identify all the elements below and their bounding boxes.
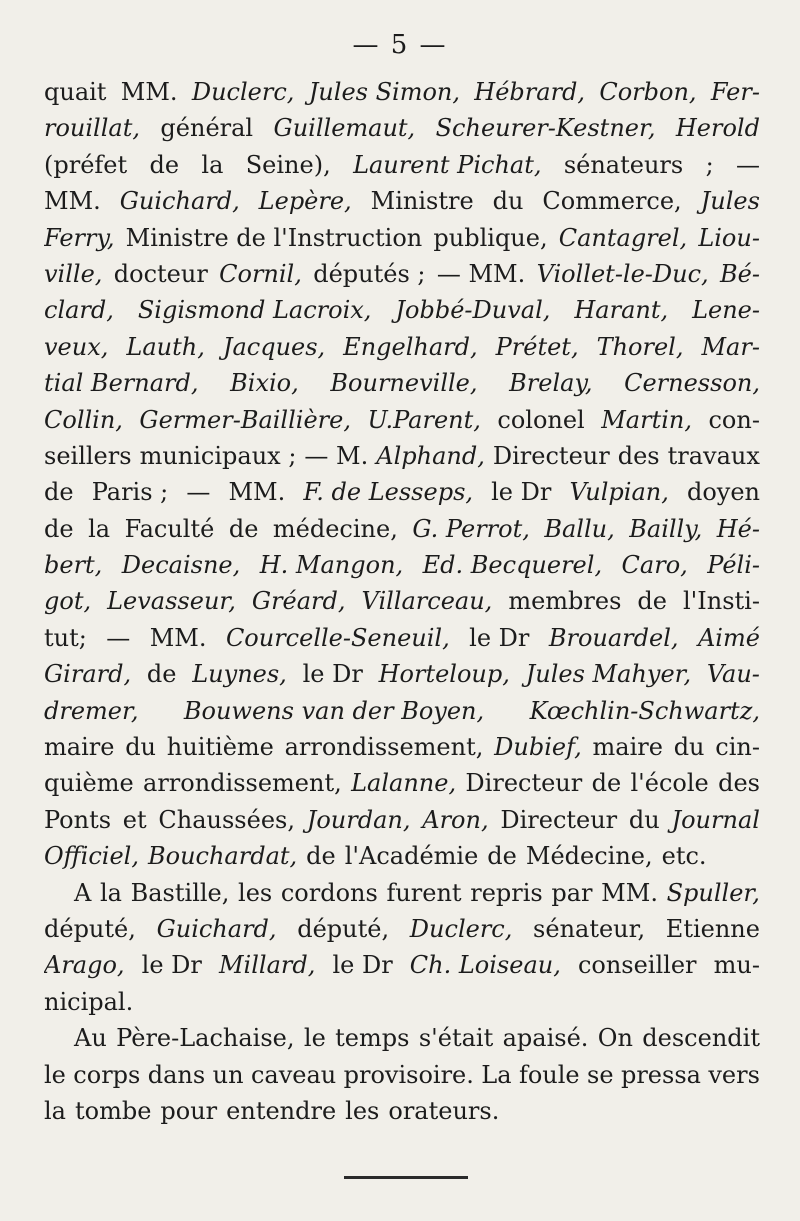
word: députés ; [313,259,426,288]
word: Bastille, [130,878,230,907]
word: Bouchardat, [147,842,298,871]
text-line [44,1020,760,1056]
word: Directeur [465,769,583,798]
word: publique, [433,223,548,252]
word: A [74,878,92,907]
text-line [44,402,760,438]
word: seillers [44,441,132,470]
text-line [44,583,760,619]
word: s'était [418,1024,494,1053]
word: Cernesson, [624,369,760,398]
word: Guichard, [156,914,277,943]
word: de [228,514,259,543]
text-line [44,802,760,838]
word: de [44,478,74,507]
word: du [125,733,157,762]
word: Scheurer-Kestner, [435,114,656,143]
text-line [44,110,760,146]
word: Engelhard, [343,332,478,361]
word: (préfet [44,150,128,179]
word: Luynes, [192,660,287,689]
word: médecine, [272,514,398,543]
text-line [44,438,760,474]
word: Ministre de l'Instruction [125,223,423,252]
word: tombe [74,1096,152,1125]
word: mu- [713,951,760,980]
word: municipaux ; [139,441,297,470]
word: Germer-Baillière, [139,405,351,434]
word: nicipal. [44,987,134,1016]
word: du [673,733,705,762]
word: furent [386,878,462,907]
text-line [44,292,760,328]
word: Chaussées, [158,805,295,834]
word: Cornil, [219,259,302,288]
word: membres [508,587,622,616]
word: rouillat, [44,114,140,143]
word: Officiel, [44,842,139,871]
word: Jacques, [222,332,326,361]
word: Viollet-le-Duc, [536,259,709,288]
word: de [149,150,180,179]
word: — MM. [436,259,526,288]
word: dremer, [44,696,139,725]
word: MM. [149,623,207,652]
word: dans [147,1060,206,1089]
word: — [186,478,211,507]
word: bert, [44,551,103,580]
word: Kœchlin-Schwartz, [529,696,760,725]
word: U.Parent, [367,405,481,434]
word: MM. [228,478,286,507]
word: Levasseur, [107,587,236,616]
word: de [306,842,336,871]
word: G. Perrot, [412,514,530,543]
word: la [44,1096,66,1125]
word: député, [297,914,390,943]
word: MM. [120,78,178,106]
word: travaux [667,441,760,470]
page-number: — 5 — [352,30,448,60]
text-line [44,693,760,729]
word: provisoire. [343,1060,474,1089]
word: Bourneville, [330,369,478,398]
word: MM. [44,187,101,216]
word: F. de Lesseps, [303,478,474,507]
word: foule [518,1060,580,1089]
word: Arago, [44,951,125,980]
word: Laurent Pichat, [353,150,542,179]
word: le Dr [302,660,363,689]
word: On [597,1024,633,1053]
text-line [44,365,760,401]
text-line [44,147,760,183]
word: Fer- [710,78,760,106]
word: Vau- [706,660,760,689]
word: MM. [601,878,658,907]
word: Villarceau, [361,587,493,616]
word: pressa [620,1060,701,1089]
word: Directeur [500,805,618,834]
word: Bouwens van der Boyen, [183,696,485,725]
word: du [628,805,660,834]
word: Millard, [218,951,316,980]
word: le [44,1060,66,1089]
word: veux, [44,332,109,361]
word: Brelay, [509,369,593,398]
word: sénateur, [533,914,646,943]
text-line [44,329,760,365]
word: Caro, [621,551,688,580]
word: de [591,769,622,798]
text-line [44,947,760,983]
word: des [617,441,660,470]
word: — [106,623,131,652]
word: Jules [700,187,760,216]
word: député, [44,914,136,943]
word: cordons [280,878,378,907]
word: clard, [44,296,114,325]
word: got, [44,587,92,616]
word: — M. [304,441,369,470]
word: Girard, [44,660,132,689]
word: le [303,1024,326,1053]
word: Bé- [720,259,760,288]
text-line [44,984,760,1020]
text-line [44,838,760,874]
word: Lauth, [126,332,205,361]
word: de [146,660,177,689]
word: Jules Simon, [308,78,460,106]
word: Etienne [665,914,760,943]
word: général [160,114,254,143]
word: la [88,514,111,543]
word: Thorel, [596,332,684,361]
word: Decaisne, [121,551,241,580]
text-line [44,547,760,583]
word: Sigismond Lacroix, [137,296,372,325]
word: Duclerc, [409,914,513,943]
text-line [44,220,760,256]
word: Aron, [422,805,489,834]
word: Corbon, [599,78,697,106]
word: la [201,150,224,179]
text-line [44,765,760,801]
word: La [481,1060,512,1089]
word: entendre [226,1096,337,1125]
word: descendit [642,1024,760,1053]
word: Journal [671,805,760,834]
word: maire [592,733,663,762]
word: Péli- [707,551,760,580]
word: Jourdan, [306,805,411,834]
text-line [44,875,760,911]
word: Courcelle-Seneuil, [225,623,450,652]
word: Aimé [697,623,760,652]
word: conseiller [577,951,697,980]
word: colonel [497,405,585,434]
word: des [718,769,760,798]
word: Martin, [601,405,692,434]
word: tial Bernard, [44,369,199,398]
word: Ponts [44,805,112,834]
word: etc. [661,842,707,871]
word: quième [44,769,134,798]
word: maire [44,733,115,762]
word: Ch. Loiseau, [409,951,561,980]
word: se [587,1060,614,1089]
word: du [492,187,524,216]
word: quait [44,78,107,106]
word: arrondissement, [143,769,342,798]
word: repris [470,878,543,907]
text-line [44,74,760,110]
word: Lalanne, [351,769,457,798]
word: Ed. Becquerel, [422,551,603,580]
text-line [44,729,760,765]
word: Duclerc, [191,78,295,106]
word: Jules Mahyer, [525,660,692,689]
word: le Dr [491,478,552,507]
text-line [44,511,760,547]
word: docteur [113,259,208,288]
text-line [44,656,760,692]
word: Père-Lachaise, [116,1024,295,1053]
word: Harant, [574,296,669,325]
word: Bailly, [629,514,703,543]
word: Jobbé-Duval, [395,296,551,325]
word: corps [73,1060,141,1089]
word: apaisé. [502,1024,589,1053]
word: le Dr [332,951,393,980]
word: orateurs. [388,1096,500,1125]
word: l'école [630,769,709,798]
word: un [212,1060,244,1089]
word: Lene- [692,296,760,325]
word: tut; [44,623,87,652]
word: Ferry, [44,223,115,252]
word: les [345,1096,380,1125]
word: pour [160,1096,218,1125]
word: Gréard, [251,587,346,616]
word: Seine), [245,150,331,179]
word: Collin, [44,405,123,434]
word: de [44,514,74,543]
word: temps [335,1024,410,1053]
word: Liou- [698,223,760,252]
word: l'Insti- [683,587,760,616]
word: l'Académie [344,842,479,871]
word: ; [705,150,714,179]
word: Bixio, [230,369,299,398]
word: le Dr [141,951,202,980]
word: par [551,878,593,907]
page-body [44,74,760,1129]
word: Au [74,1024,107,1053]
closing-rule [344,1176,468,1179]
word: ville, [44,259,103,288]
text-line [44,620,760,656]
text-line [44,256,760,292]
word: Brouardel, [548,623,679,652]
word: Guichard, [119,187,240,216]
word: Spuller, [666,878,760,907]
word: Dubief, [494,733,582,762]
word: con- [708,405,760,434]
text-line [44,1057,760,1093]
word: Guillemaut, [273,114,416,143]
word: Prétet, [495,332,579,361]
word: Hé- [716,514,760,543]
word: de [487,842,517,871]
word: les [238,878,273,907]
word: Horteloup, [378,660,510,689]
word: et [122,805,147,834]
word: cin- [715,733,760,762]
word: caveau [250,1060,337,1089]
word: Alphand, [376,441,485,470]
word: Paris ; [91,478,169,507]
text-line [44,1093,760,1129]
text-line [44,183,760,219]
word: Faculté [124,514,215,543]
word: Hébrard, [474,78,586,106]
word: le Dr [469,623,530,652]
word: vers [708,1060,760,1089]
word: Ballu, [544,514,615,543]
word: doyen [686,478,760,507]
word: — [736,150,760,179]
word: Ministre [370,187,474,216]
word: arrondissement, [284,733,484,762]
word: H. Mangon, [259,551,404,580]
word: Herold [675,114,760,143]
word: Directeur [492,441,610,470]
text-line [44,911,760,947]
word: Mar- [701,332,760,361]
word: Médecine, [525,842,653,871]
word: Cantagrel, [558,223,688,252]
word: la [99,878,122,907]
word: Lepère, [258,187,352,216]
word: huitième [166,733,274,762]
word: de [637,587,667,616]
word: Commerce, [542,187,682,216]
word: sénateurs [563,150,684,179]
word: Vulpian, [569,478,669,507]
text-line [44,474,760,510]
